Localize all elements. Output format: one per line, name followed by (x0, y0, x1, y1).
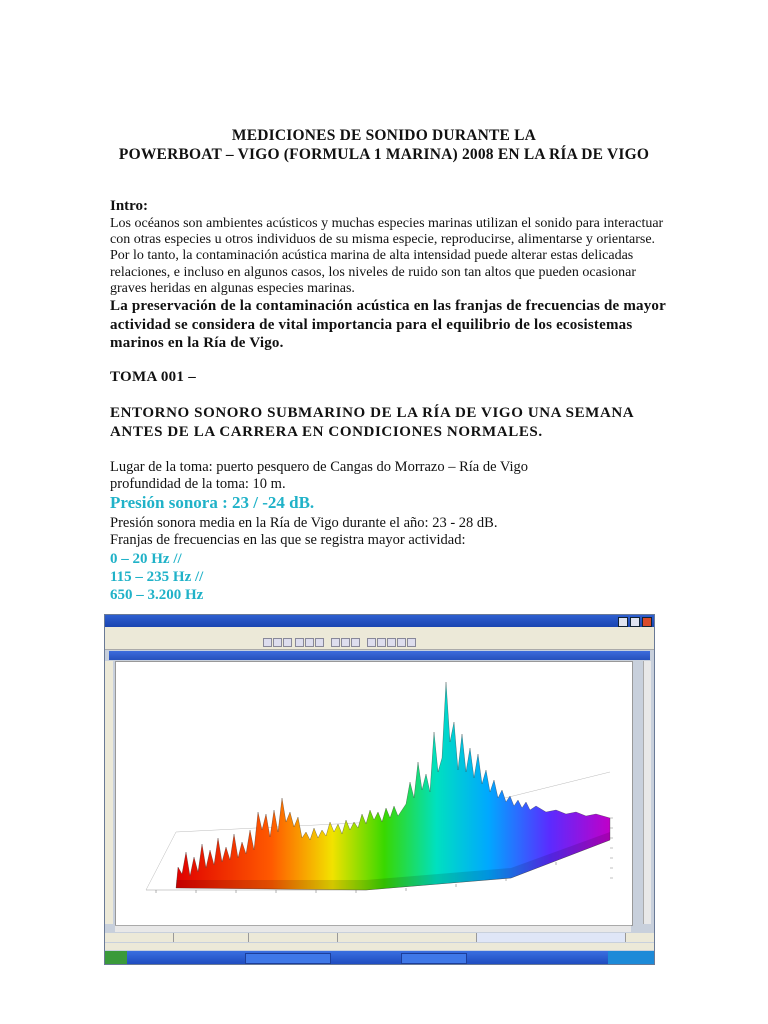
toolbar-icon (315, 638, 324, 647)
system-tray (608, 951, 654, 964)
page-title (0, 126, 768, 164)
side-toolbar (105, 661, 113, 924)
toolbar-icon (377, 638, 386, 647)
window-titlebar (105, 615, 654, 627)
menu-bar (105, 627, 654, 635)
vertical-scrollbar (643, 661, 651, 924)
start-button (105, 951, 127, 964)
taskbar (105, 951, 654, 964)
presion-media: Presión sonora media en la Ría de Vigo durante el año: 23 - 28 dB. (110, 515, 498, 531)
intro-paragraph: Los océanos son ambientes acústicos y muchas especies marinas utilizan el sonido para interactuar con otras especies u otros individuos de su misma especie, reproducirse, alimentarse y orientarse. Por lo tanto, la contaminación acústica marina de alta intensidad puede alterar estas delicadas relaciones, e incluso en algunos casos, los niveles de ruido son tan altos que pueden ocasionar graves heridas en algunas especies marinas. (110, 216, 664, 296)
file-tab (338, 933, 477, 942)
maximize-icon (630, 617, 640, 627)
file-tabs (105, 933, 654, 942)
freq-item-2: 115 – 235 Hz // (110, 569, 204, 585)
presion-heading: Presión sonora : 23 / -24 dB. (110, 493, 315, 512)
intro-bold-paragraph: La preservación de la contaminación acústica en las franjas de frecuencias de mayor actividad se considera de vital importancia para el equilibrio de los ecosistemas marinos en la Ría de Vigo. (110, 298, 666, 351)
toolbar-icon (305, 638, 314, 647)
toolbar-icon (341, 638, 350, 647)
horizontal-scrollbar (115, 925, 631, 932)
lugar-line-1: Lugar de la toma: puerto pesquero de Cangas do Morrazo – Ría de Vigo (110, 459, 529, 475)
task-item (401, 953, 467, 964)
spectrogram-screenshot (104, 614, 655, 965)
file-tab (174, 933, 249, 942)
lugar-block (110, 459, 670, 493)
toma-label: TOMA 001 – (110, 369, 197, 385)
toolbar-icon (295, 638, 304, 647)
media-block (110, 515, 670, 549)
frequency-list (110, 550, 203, 604)
inner-window-titlebar (109, 651, 650, 660)
toolbar-icon (331, 638, 340, 647)
toolbar (105, 635, 654, 650)
toolbar-icon (367, 638, 376, 647)
intro-heading: Intro: (110, 198, 149, 214)
freq-item-3: 650 – 3.200 Hz (110, 587, 204, 603)
file-tab (249, 933, 338, 942)
toolbar-icon (351, 638, 360, 647)
lugar-line-2: profundidad de la toma: 10 m. (110, 476, 286, 492)
spectrogram-graphic (116, 662, 632, 925)
file-tab-active (477, 933, 626, 942)
spectrogram-plot (115, 661, 633, 926)
toolbar-icon (397, 638, 406, 647)
task-item (245, 953, 331, 964)
status-bar (105, 943, 654, 950)
window-controls (618, 617, 652, 627)
franjas-label: Franjas de frecuencias en las que se registra mayor actividad: (110, 532, 466, 548)
file-tab (105, 933, 174, 942)
title-line-2: POWERBOAT – VIGO (FORMULA 1 MARINA) 2008 EN LA RÍA DE VIGO (118, 146, 650, 163)
close-icon (642, 617, 652, 627)
title-line-1: MEDICIONES DE SONIDO DURANTE LA (231, 127, 537, 144)
toolbar-icon (263, 638, 272, 647)
toolbar-icon (273, 638, 282, 647)
freq-item-1: 0 – 20 Hz // (110, 551, 182, 567)
toolbar-icon (387, 638, 396, 647)
toolbar-icon (283, 638, 292, 647)
toolbar-icon (407, 638, 416, 647)
entorno-heading: ENTORNO SONORO SUBMARINO DE LA RÍA DE VIGO UNA SEMANA ANTES DE LA CARRERA EN CONDICIONES NORMALES. (110, 405, 634, 440)
minimize-icon (618, 617, 628, 627)
